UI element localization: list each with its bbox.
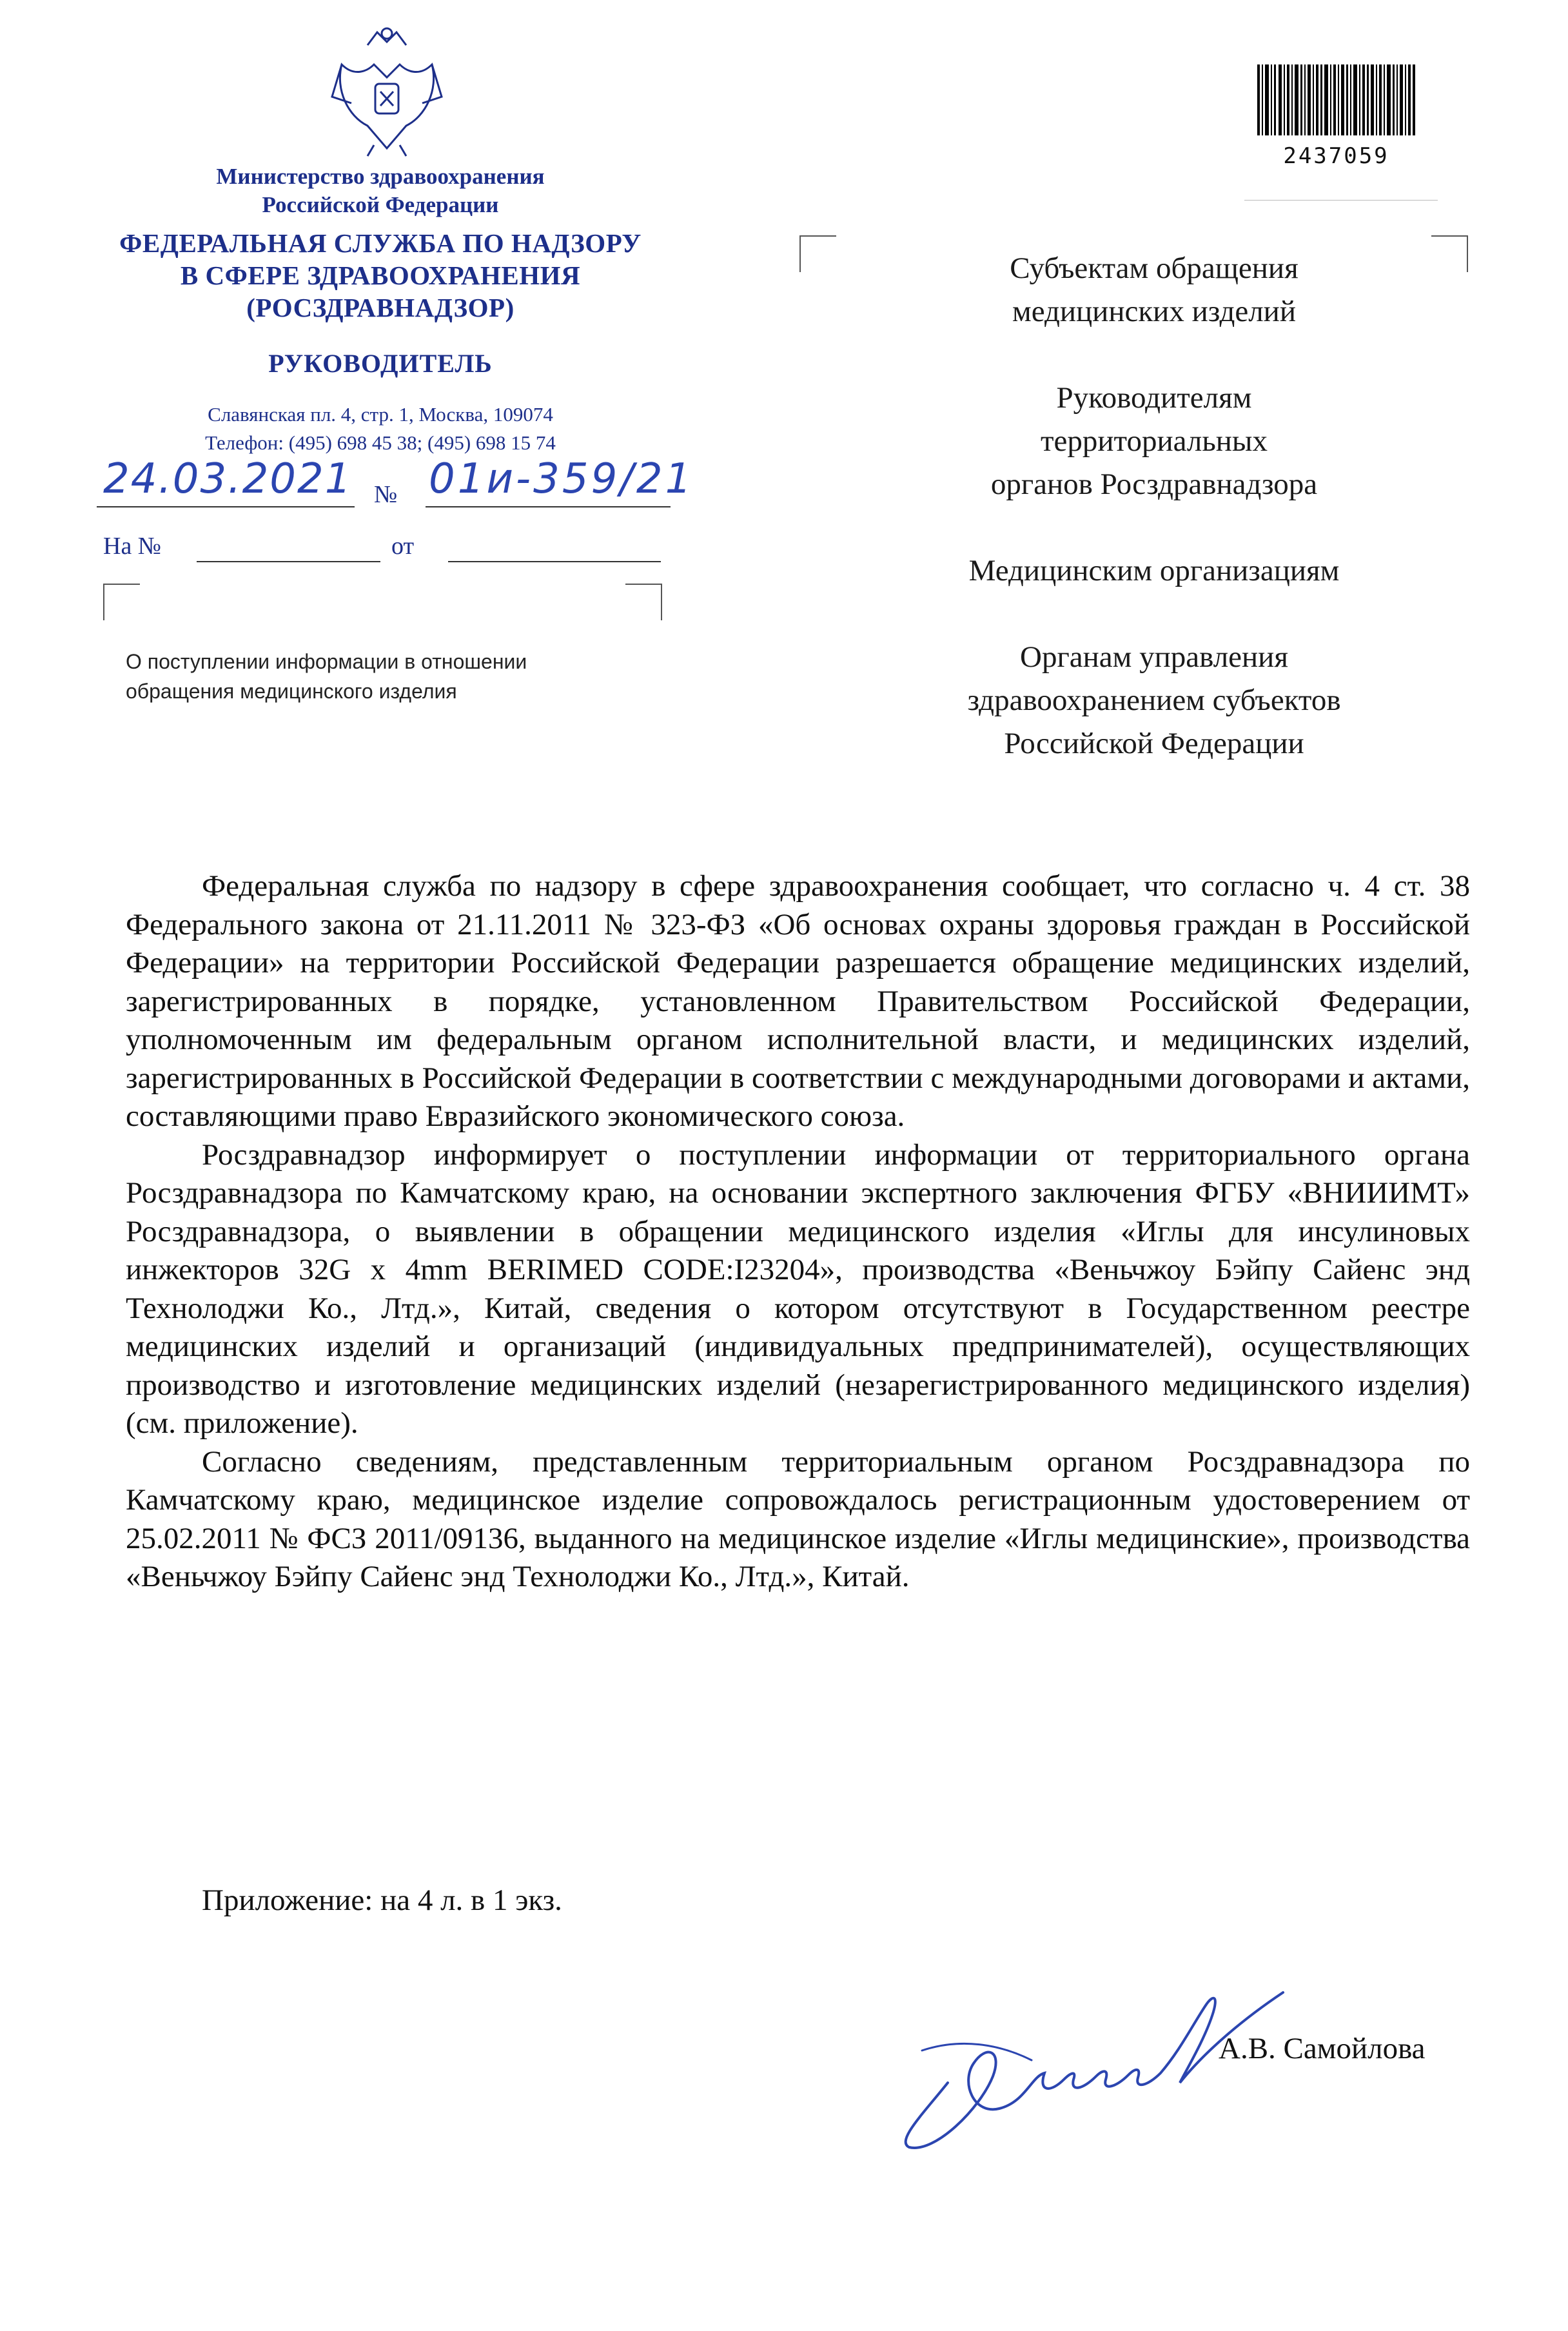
addressee-4 — [890, 636, 1418, 765]
body-paragraph-1: Федеральная служба по надзору в сфере здравоохранения сообщает, что согласно ч. 4 ст. 38 Федерального закона от 21.11.2011 № 323-ФЗ «Об основах охраны здоровья граждан в Российской Федерации» на территории Российской Федерации разрешается обращение медицинских изделий, зарегистрированных в порядке, установленном Правительством Российской Федерации, уполномоченным им федеральным органом исполнительной власти, и медицинских изделий, зарегистрированных в Российской Федерации в соответствии с международными договорами и актами, составляющими право Евразийского экономического союза. — [126, 869, 1470, 1133]
reference-number-label: На № — [103, 533, 162, 560]
registration-number-label: № — [374, 481, 398, 508]
office-address: Славянская пл. 4, стр. 1, Москва, 109074 — [208, 403, 553, 426]
addressee-2-line-2: территориальных — [1040, 424, 1268, 458]
coat-of-arms-emblem-icon — [322, 19, 451, 161]
letter-subject — [126, 647, 642, 706]
body-paragraph-3: Согласно сведениям, представленным территориальным органом Росздравнадзора по Камчатскому краю, медицинское изделие сопровождалось регистрационным удостоверением от 25.02.2011 № ФСЗ 2011/09136, выданного на медицинское изделие «Иглы медицинские», производства «Веньчжоу Бэйпу Сайенс энд Технолоджи Ко., Лтд.», Китай. — [126, 1444, 1470, 1593]
addressee-2 — [890, 377, 1418, 506]
subject-line-2: обращения медицинского изделия — [126, 680, 457, 703]
reference-date-label: от — [391, 533, 415, 560]
addressee-2-line-3: органов Росздравнадзора — [990, 467, 1318, 501]
registration-number: 01и-359/21 — [429, 455, 694, 503]
attachment-note: Приложение: на 4 л. в 1 экз. — [202, 1883, 562, 1917]
registration-date: 24.03.2021 — [103, 455, 353, 503]
addressee-2-line-1: Руководителям — [1056, 381, 1252, 415]
addressees — [890, 247, 1418, 809]
barcode-divider — [1244, 200, 1438, 201]
reference-number-line — [197, 561, 380, 562]
addressee-bracket-left — [799, 235, 836, 272]
barcode-number: 2437059 — [1283, 143, 1389, 169]
service-line-2: В СФЕРЕ ЗДРАВООХРАНЕНИЯ — [180, 261, 581, 290]
subject-bracket-right — [625, 584, 662, 620]
reference-date-line — [448, 561, 661, 562]
registration-date-line — [97, 506, 355, 507]
service-line-1: ФЕДЕРАЛЬНАЯ СЛУЖБА ПО НАДЗОРУ — [119, 228, 642, 258]
registration-number-line — [426, 506, 671, 507]
addressee-bracket-right — [1431, 235, 1468, 272]
letter-body — [126, 867, 1470, 1597]
body-paragraph-2: Росздравнадзор информирует о поступлении информации от территориального органа Росздравнадзора по Камчатскому краю, на основании экспертного заключения ФГБУ «ВНИИИМТ» Росздравнадзора, о выявлении в обращении медицинского изделия «Иглы для инсулиновых инжекторов 32G x 4mm BERIMED CODE:I23204», производства «Веньчжоу Бэйпу Сайенс энд Технолоджи Ко., Лтд.», Китай, сведения о котором отсутствуют в Государственном реестре медицинских изделий и организаций (индивидуальных предпринимателей), осуществляющих производство и изготовление медицинских изделий (незарегистрированного медицинского изделия) (см. приложение). — [126, 1137, 1470, 1440]
addressee-4-line-3: Российской Федерации — [1004, 727, 1304, 760]
addressee-1-line-1: Субъектам обращения — [1010, 251, 1298, 285]
ministry-line-1: Министерство здравоохранения — [216, 164, 545, 189]
service-line-3: (РОСЗДРАВНАДЗОР) — [246, 293, 514, 322]
subject-line-1: О поступлении информации в отношении — [126, 650, 527, 673]
addressee-4-line-1: Органам управления — [1020, 640, 1288, 674]
service-name — [77, 227, 683, 324]
ministry-name — [77, 162, 683, 219]
subject-bracket-left — [103, 584, 140, 620]
addressee-4-line-2: здравоохранением субъектов — [967, 684, 1341, 717]
addressee-3-line-1: Медицинским организациям — [968, 554, 1340, 587]
head-title: РУКОВОДИТЕЛЬ — [268, 349, 493, 378]
ministry-line-2: Российской Федерации — [262, 192, 499, 217]
addressee-1-line-2: медицинских изделий — [1012, 295, 1296, 328]
signatory-name: А.В. Самойлова — [1219, 2032, 1426, 2065]
barcode-icon — [1257, 64, 1415, 135]
office-phone: Телефон: (495) 698 45 38; (495) 698 15 74 — [205, 431, 556, 454]
addressee-3 — [890, 549, 1418, 593]
addressee-1 — [890, 247, 1418, 333]
